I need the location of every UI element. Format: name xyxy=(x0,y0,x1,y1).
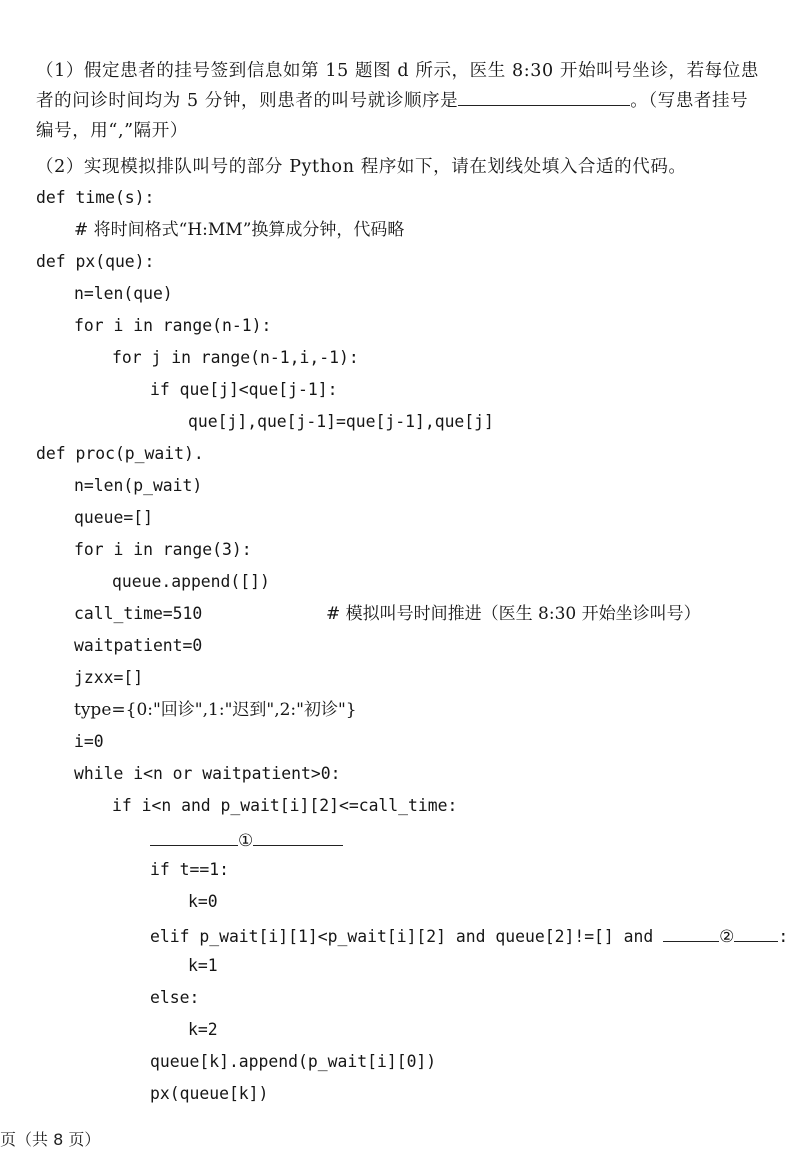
fill-blank-1-trail[interactable] xyxy=(253,827,343,846)
code-comment-line xyxy=(74,219,404,241)
part1-text-a: （1）假定患者的挂号签到信息如第 15 题图 d 所示，医生 8:30 开始叫号坐诊，若每位患者的问诊时间均为 5 分钟，则患者的叫号就诊顺序是 xyxy=(36,61,759,111)
code-line: n=len(p_wait) xyxy=(74,476,203,495)
code-line: k=0 xyxy=(188,892,218,911)
code-line: queue[k].append(p_wait[i][0]) xyxy=(150,1052,437,1071)
code-line: queue.append([]) xyxy=(112,572,270,591)
code-line: queue=[] xyxy=(74,508,153,527)
code-comment: # 模拟叫号时间推进（医生 8:30 开始坐诊叫号） xyxy=(326,604,701,624)
code-line: jzxx=[] xyxy=(74,668,144,687)
code-colon: : xyxy=(778,927,789,946)
fill-blank-1-lead[interactable] xyxy=(150,827,238,846)
code-line: for j in range(n-1,i,-1): xyxy=(112,348,359,367)
fill-blank-2-lead[interactable] xyxy=(663,923,719,942)
code-blank-line-1 xyxy=(150,827,343,849)
answer-blank-order[interactable] xyxy=(458,87,630,106)
blank-1-marker: ① xyxy=(238,831,254,851)
code-comment-line xyxy=(326,603,701,625)
code-line: k=2 xyxy=(188,1020,218,1039)
part1-text-b: 。（写患者挂号编号，用“,”隔开） xyxy=(36,91,749,141)
code-line: n=len(que) xyxy=(74,284,173,303)
code-line: def proc(p_wait). xyxy=(36,444,204,463)
question-part2 xyxy=(36,152,766,182)
fill-blank-2-trail[interactable] xyxy=(734,923,778,942)
code-line: else: xyxy=(150,988,200,1007)
code-line: for i in range(3): xyxy=(74,540,252,559)
part2-text: （2）实现模拟排队叫号的部分 Python 程序如下，请在划线处填入合适的代码。 xyxy=(36,157,687,177)
code-line: que[j],que[j-1]=que[j-1],que[j] xyxy=(188,412,494,431)
code-line: if t==1: xyxy=(150,860,229,879)
code-line xyxy=(74,699,357,721)
code-line-elif xyxy=(150,923,788,945)
blank-2-marker: ② xyxy=(719,927,735,947)
code-line: waitpatient=0 xyxy=(74,636,203,655)
code-elif: elif p_wait[i][1]<p_wait[i][2] and queue[2]!=[] and xyxy=(150,927,654,946)
code-call-time: call_time=510 xyxy=(74,604,203,623)
code-line: px(queue[k]) xyxy=(150,1084,269,1103)
code-line: if i<n and p_wait[i][2]<=call_time: xyxy=(112,796,458,815)
code-comment: # 将时间格式“H:MM”换算成分钟，代码略 xyxy=(74,220,405,240)
question-part1 xyxy=(36,56,766,146)
code-line: i=0 xyxy=(74,732,104,751)
code-line: def time(s): xyxy=(36,188,155,207)
code-line: k=1 xyxy=(188,956,218,975)
code-line: for i in range(n-1): xyxy=(74,316,272,335)
code-line: if que[j]<que[j-1]: xyxy=(150,380,338,399)
code-line xyxy=(74,603,202,625)
code-line: def px(que): xyxy=(36,252,155,271)
page-footer: 页（共 8 页） xyxy=(0,1130,101,1149)
code-line: while i<n or waitpatient>0: xyxy=(74,764,341,783)
code-type-dict: type={0:"回诊",1:"迟到",2:"初诊"} xyxy=(74,700,357,720)
